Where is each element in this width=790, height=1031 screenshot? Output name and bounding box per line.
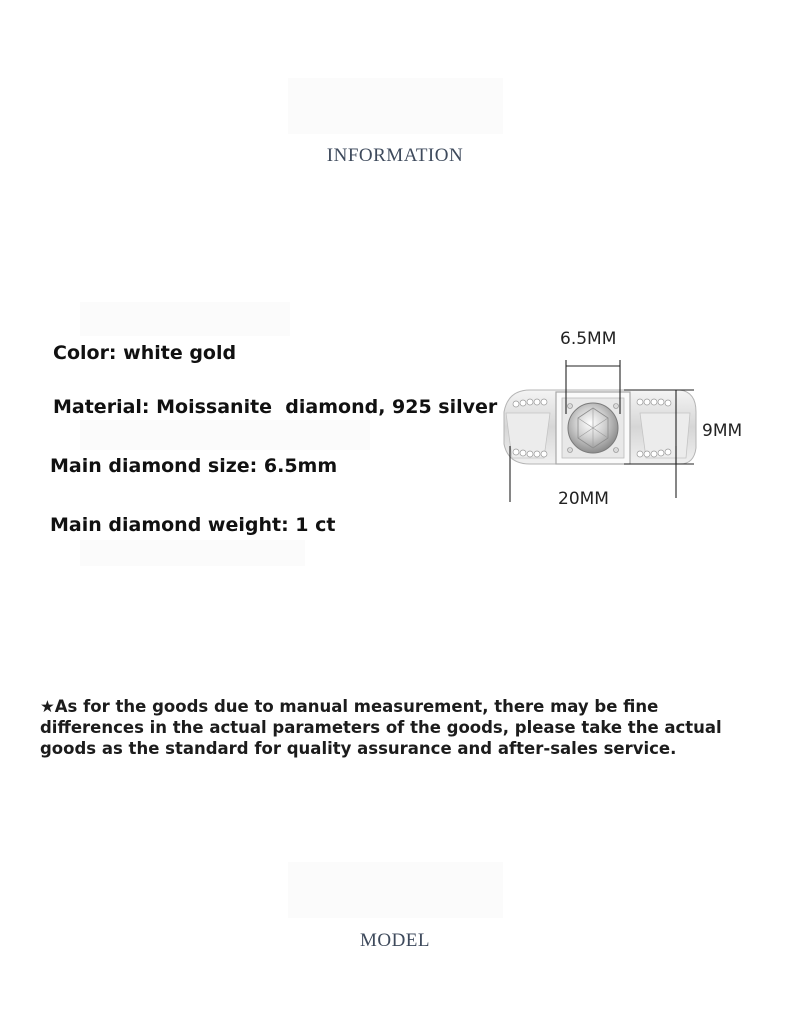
faint-header-block — [288, 78, 503, 134]
dim-label-stone-width: 6.5MM — [560, 329, 617, 349]
dim-label-ring-width: 20MM — [558, 489, 609, 509]
information-title: INFORMATION — [326, 145, 464, 166]
spec-color: Color: white gold — [53, 342, 237, 364]
faint-spec-block — [80, 302, 290, 336]
spec-material: Material: Moissanite diamond, 925 silver — [53, 396, 498, 418]
faint-spec-block — [80, 420, 370, 450]
measurement-note: ★As for the goods due to manual measurement, there may be fine differences in the actual parameters of the goods, please take the actual goods as the standard for quality assurance and after-sales service. — [40, 697, 722, 758]
dim-label-ring-height: 9MM — [702, 421, 743, 441]
spec-diamond-weight: Main diamond weight: 1 ct — [50, 514, 336, 536]
spec-diamond-size: Main diamond size: 6.5mm — [50, 455, 338, 477]
faint-footer-block — [288, 862, 503, 918]
ring-dimension-diagram — [490, 318, 760, 518]
center-diamond — [568, 403, 619, 453]
faint-spec-block — [80, 540, 305, 566]
model-title: MODEL — [359, 930, 431, 951]
